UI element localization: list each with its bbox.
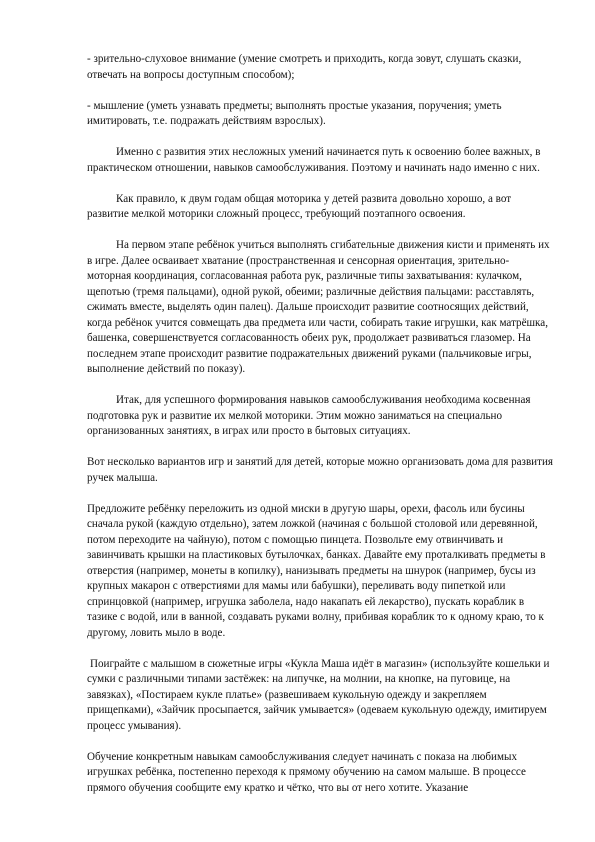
paragraph-thinking: - мышление (уметь узнавать предметы; выполнять простые указания, поручения; уметь имитировать, т.е. подражать действиям взрослых). bbox=[87, 99, 502, 127]
paragraph-stages: На первом этапе ребёнок учиться выполнять сгибательные движения кисти и применять их в игре. Далее осваивает хватание (пространственная и сенсорная ориентация, зрительно-моторная координация, согласованная работа рук, различные типы захватывания: кулачком, щепотью (тремя пальцами), одной рукой, обеими; различные действия пальцами: расставлять, сжимать вместе, выделять один палец). Дальше происходит развитие соотносящих действий, когда ребёнок учится совмещать два предмета или части, собирать такие игрушки, как матрёшка, башенка, совершенствуется согласованность обеих рук, продолжает развиваться глазомер. На последнем этапе происходит развитие подражательных движений руками (пальчиковые игры, выполнение действий по показу). bbox=[87, 239, 550, 375]
paragraph-attention: - зрительно-слуховое внимание (умение смотреть и приходить, когда зовут, слушать сказки, отвечать на вопросы доступным способом); bbox=[87, 53, 522, 81]
paragraph-role-play: Поиграйте с малышом в сюжетные игры «Кукла Маша идёт в магазин» (используйте кошельки и сумки с различными типами застёжек: на липучке, на молнии, на кнопке, на пуговице, на завязках), «Постираем кукле платье» (развешиваем кукольную одежду и закрепляем прищепками), «Зайчик просыпается, зайчик умывается» (одеваем кукольную одежду, имитируем процесс умывания). bbox=[87, 657, 550, 732]
paragraph-skills-intro: Именно с развития этих несложных умений начинается путь к освоению более важных, в практическом отношении, навыков самообслуживания. Поэтому и начинать надо именно с них. bbox=[87, 146, 541, 174]
paragraph-motor-skills: Как правило, к двум годам общая моторика у детей развита довольно хорошо, а вот развитие мелкой моторики сложный процесс, требующий поэтапного освоения. bbox=[87, 192, 512, 220]
paragraph-games-intro: Вот несколько вариантов игр и занятий для детей, которые можно организовать дома для развития ручек малыша. bbox=[87, 456, 554, 484]
paragraph-training: Обучение конкретным навыкам самообслуживания следует начинать с показа на любимых игрушках ребёнка, постепенно переходя к прямому обучению на самом малыше. В процессе прямого обучения сообщите ему кратко и чётко, что вы от него хотите. Указание bbox=[87, 750, 526, 794]
paragraph-activities: Предложите ребёнку переложить из одной миски в другую шары, орехи, фасоль или бусины сначала рукой (каждую отдельно), затем ложкой (начиная с большой столовой или деревянной, потом переходите на чайную), потом с помощью пинцета. Позвольте ему отвинчивать и завинчивать крышки на пластиковых бутылочках, банках. Давайте ему проталкивать предметы в отверстия (например, монеты в копилку), нанизывать предметы на шнурок (например, бусы из крупных макарон с отверстиями для мамы или бабушки), переливать воду пипеткой или спринцовкой (например, игрушка заболела, надо накапать ей лекарство), пускать кораблик в тазике с водой, или в ванной, создавать руками волну, прибивая кораблик то к одному краю, то к другому, ловить мыло в воде. bbox=[87, 502, 546, 639]
document-page bbox=[87, 52, 553, 812]
paragraph-summary: Итак, для успешного формирования навыков самообслуживания необходима косвенная подготовка рук и развитие их мелкой моторики. Этим можно заниматься на специально организованных занятиях, в играх или просто в бытовых ситуациях. bbox=[87, 394, 531, 437]
